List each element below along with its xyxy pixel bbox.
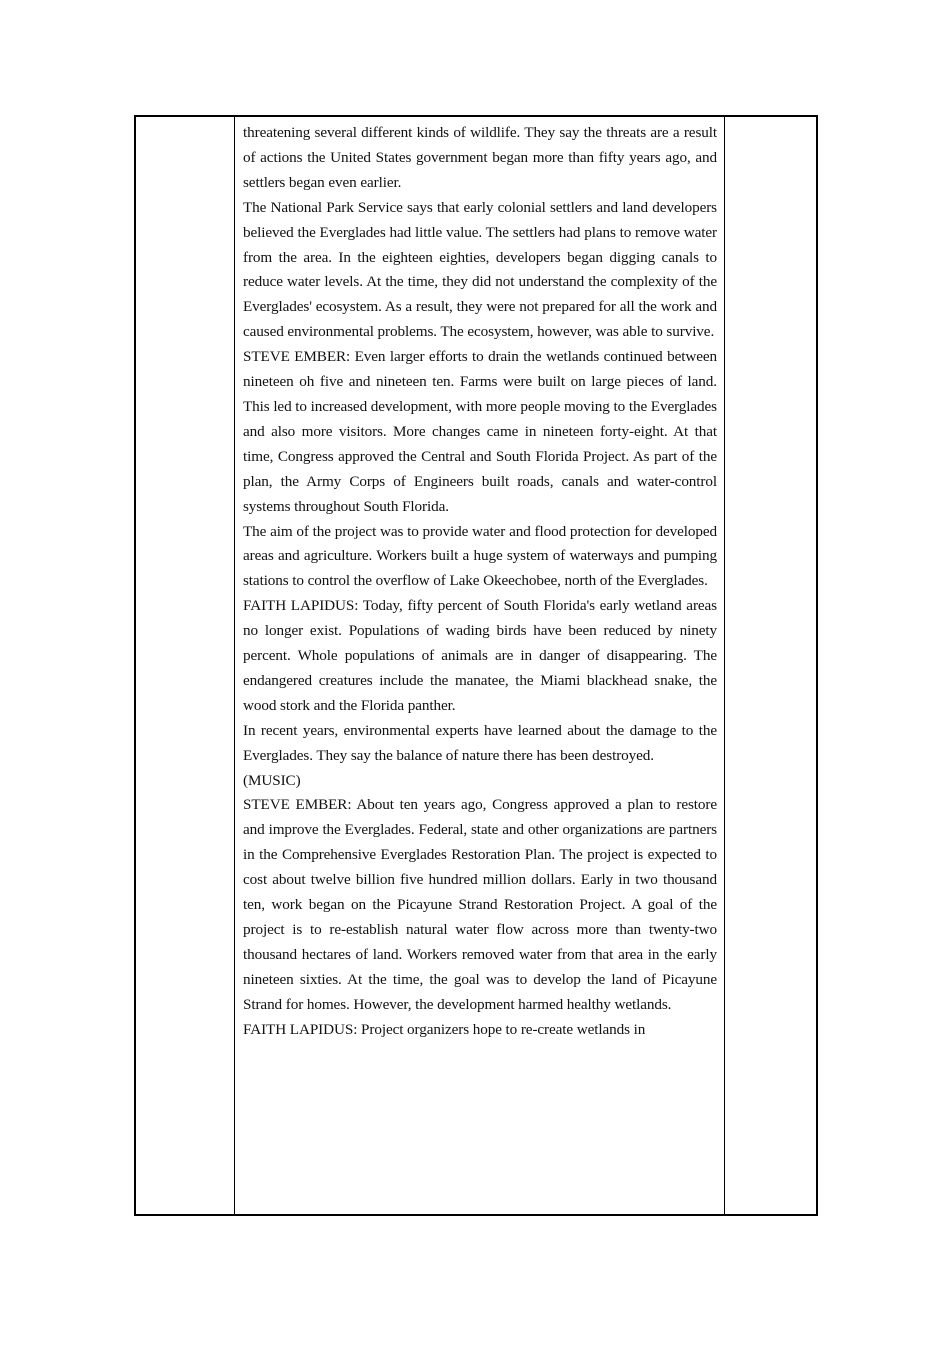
paragraph-wetlands-recreate: FAITH LAPIDUS: Project organizers hope to re-create wetlands in <box>243 1020 646 1038</box>
paragraph-music-cue: (MUSIC) <box>243 771 301 789</box>
transcript-table <box>134 115 818 1216</box>
paragraph-wildlife-threats: threatening several different kinds of wildlife. They say the threats are a result of actions the United States government began more than fifty years ago, and settlers began even earlier. <box>243 124 717 191</box>
paragraph-early-settlers: The National Park Service says that early colonial settlers and land developers believed the Everglades had little value. The settlers had plans to remove water from the area. In the eighteen eighties, developers began digging canals to reduce water levels. At the time, they did not understand the complexity of the Everglades' ecosystem. As a result, they were not prepared for all the work and caused environmental problems. The ecosystem, however, was able to survive. <box>243 198 717 341</box>
paragraph-restoration-plan: STEVE EMBER: About ten years ago, Congress approved a plan to restore and improve the Everglades. Federal, state and other organizations are partners in the Comprehensive Everglades Restoration Plan. The project is expected to cost about twelve billion five hundred million dollars. Early in two thousand ten, work began on the Picayune Strand Restoration Project. A goal of the project is to re-establish natural water flow across more than twenty-two thousand hectares of land. Workers removed water from that area in the early nineteen sixties. At the time, the goal was to develop the land of Picayune Strand for homes. However, the development harmed healthy wetlands. <box>243 796 717 1013</box>
paragraph-recent-years: In recent years, environmental experts have learned about the damage to the Everglades. They say the balance of nature there has been destroyed. <box>243 721 717 764</box>
right-column-cell <box>725 117 816 1214</box>
left-column-cell <box>136 117 235 1214</box>
transcript-text-cell <box>235 117 725 1214</box>
paragraph-wetland-loss: FAITH LAPIDUS: Today, fifty percent of South Florida's early wetland areas no longer exist. Populations of wading birds have been reduced by ninety percent. Whole populations of animals are in danger of disappearing. The endangered creatures include the manatee, the Miami blackhead snake, the wood stork and the Florida panther. <box>243 597 717 714</box>
paragraph-drain-efforts: STEVE EMBER: Even larger efforts to drain the wetlands continued between nineteen oh five and nineteen ten. Farms were built on large pieces of land. This led to increased development, with more people moving to the Everglades and also more visitors. More changes came in nineteen forty-eight. At that time, Congress approved the Central and South Florida Project. As part of the plan, the Army Corps of Engineers built roads, canals and water-control systems throughout South Florida. <box>243 348 717 515</box>
paragraph-project-aim: The aim of the project was to provide water and flood protection for developed areas and agriculture. Workers built a huge system of waterways and pumping stations to control the overflow of Lake Okeechobee, north of the Everglades. <box>243 522 717 590</box>
